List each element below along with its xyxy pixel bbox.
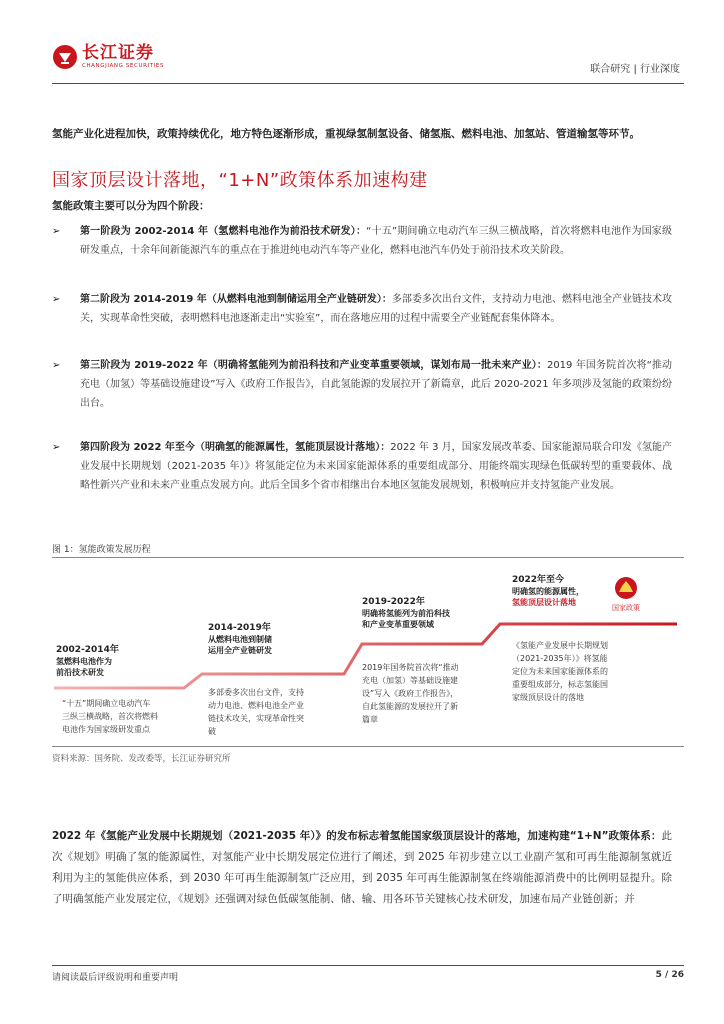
stage-item-3 [52, 356, 672, 413]
timeline-title-4b: 氢能顶层设计落地 [512, 598, 576, 607]
timeline-desc-2d: 破 [208, 727, 216, 736]
figure-source: 资料来源：国务院、发改委等，长江证券研究所 [52, 754, 231, 764]
national-emblem-icon [615, 577, 637, 599]
bullet-arrow-icon: ➢ [52, 226, 61, 237]
stage-label: 第三阶段为 2019-2022 年（明确将氢能列为前沿科技和产业变革重要领域，谋划布局一批未来产业）： [80, 360, 547, 371]
company-logo [52, 44, 164, 70]
timeline-period-1: 2002-2014年 [56, 645, 119, 655]
stage-text: “十五”期间确立电动汽车三纵三横战略，首次将燃料电池作为国家级研发重点，十余年间新能源汽车的重点在于推进纯电动汽车等产业化，燃料电池汽车仍处于前沿技术攻关阶段。 [80, 226, 672, 256]
timeline-desc-3e: 篇章 [362, 715, 378, 724]
timeline-title-2a: 从燃料电池到制储 [208, 635, 272, 644]
figure-caption: 图 1：氢能政策发展历程 [52, 545, 151, 555]
stage-label: 第一阶段为 2002-2014 年（氢燃料电池作为前沿技术研发）： [80, 226, 367, 237]
page-number: 5 / 26 [655, 970, 684, 980]
timeline-desc-4b: （2021-2035年）》将氢能 [512, 654, 608, 663]
timeline-desc-1c: 电池作为国家级研发重点 [62, 725, 150, 734]
header-divider [52, 83, 684, 84]
timeline-desc-3a: 2019年国务院首次将“推动 [362, 663, 459, 672]
timeline-title-3b: 和产业变革重要领域 [362, 620, 434, 629]
logo-chinese-name: 长江证券 [82, 43, 154, 63]
timeline-title-1a: 氢燃料电池作为 [56, 657, 112, 666]
timeline-desc-2b: 动力电池、燃料电池全产业 [208, 701, 304, 710]
timeline-desc-3c: 设”写入《政府工作报告》， [362, 689, 459, 698]
stage-item-2 [52, 290, 672, 328]
stage-text: 多部委多次出台文件，支持动力电池、燃料电池全产业链技术攻关，实现革命性突破，表明燃料电池逐渐走出“实验室”，而在落地应用的过程中需要全产业链配套集体降本。 [80, 294, 672, 324]
timeline-desc-4c: 定位为未来国家能源体系的 [512, 667, 608, 676]
timeline-desc-1a: “十五”期间确立电动汽车 [62, 699, 151, 708]
timeline-title-3a: 明确将氢能列为前沿科技 [362, 609, 450, 618]
timeline-desc-4a: 《氢能产业发展中长期规划 [512, 641, 608, 650]
stage-item-4 [52, 438, 672, 495]
stages-lead: 氢能政策主要可以分为四个阶段： [52, 200, 210, 212]
stage-text: 2022 年 3 月，国家发展改革委、国家能源局联合印发《氢能产业发展中长期规划（2021-2035 年）》将氢能定位为未来国家能源体系的重要组成部分、用能终端实现绿色低碳转型的重要载体、战略性新兴产业和未来产业重点发展方向。此后全国多个省市相继出台本地区氢能发展规划，积极响应并支持氢能产业发展。 [80, 442, 672, 491]
page-header [52, 40, 684, 84]
stage-label: 第四阶段为 2022 年至今（明确氢的能源属性，氢能顶层设计落地）： [80, 442, 391, 453]
national-policy-badge: 国家政策 [612, 604, 640, 612]
paragraph-text: 此次《规划》明确了氢的能源属性，对氢能产业中长期发展定位进行了阐述，到 2025 年初步建立以工业副产氢和可再生能源制氢就近利用为主的氢能供应体系，到 2030 年可再生能源制氢广泛应用，到 2035 年可再生能源制氢在终端能源消费中的比例明显提升。除了明确氢能产业发展定位，《规划》还强调对绿色低碳氢能制、储、输、用各环节关键核心技术研发，加速布局产业链创新；并 [52, 830, 672, 905]
timeline-desc-4d: 重要组成部分，标志氢能国 [512, 680, 608, 689]
figure-top-rule [52, 557, 684, 558]
stage-text: 2019 年国务院首次将“推动充电（加氢）等基础设施建设”写入《政府工作报告》，自此氢能源的发展拉开了新篇章，此后 2020-2021 年多项涉及氢能的政策纷纷出台。 [80, 360, 672, 409]
timeline-desc-1b: 三纵三横战略，首次将燃料 [62, 712, 158, 721]
timeline-period-3: 2019-2022年 [362, 597, 425, 607]
timeline-title-2b: 运用全产业链研发 [208, 646, 272, 655]
footer-divider [52, 965, 684, 966]
timeline-desc-3d: 自此氢能源的发展拉开了新 [362, 702, 458, 711]
timeline-title-4a: 明确氢的能源属性， [512, 587, 584, 596]
bullet-arrow-icon: ➢ [52, 442, 61, 453]
timeline-desc-3b: 充电（加氢）等基础设施建 [362, 676, 458, 685]
timeline-desc-2a: 多部委多次出台文件，支持 [208, 688, 304, 697]
timeline-period-2: 2014-2019年 [208, 623, 271, 633]
stage-item-1 [52, 222, 672, 260]
section-title: 国家顶层设计落地，“1+N”政策体系加速构建 [52, 170, 428, 191]
bullet-arrow-icon: ➢ [52, 294, 61, 305]
paragraph-label: 2022 年《氢能产业发展中长期规划（2021-2035 年）》的发布标志着氢能国家级顶层设计的落地，加速构建“1+N”政策体系： [52, 830, 662, 842]
timeline-title-1b: 前沿技术研发 [56, 668, 104, 677]
bullet-arrow-icon: ➢ [52, 360, 61, 371]
timeline-period-4: 2022年至今 [512, 575, 565, 585]
footer-disclaimer: 请阅读最后评级说明和重要声明 [52, 973, 179, 983]
logo-emblem-icon [52, 44, 78, 70]
body-paragraph [52, 826, 672, 910]
intro-summary: 氢能产业化进程加快，政策持续优化，地方特色逐渐形成，重视绿氢制氢设备、储氢瓶、燃料电池、加氢站、管道输氢等环节。 [52, 128, 640, 140]
timeline-desc-2c: 链技术攻关，实现革命性突 [208, 714, 304, 723]
report-category: 联合研究 | 行业深度 [590, 64, 680, 75]
figure-bottom-rule [52, 746, 684, 747]
policy-timeline-diagram [52, 560, 684, 740]
logo-english-name: CHANGJIANG SECURITIES [82, 63, 165, 69]
stage-label: 第二阶段为 2014-2019 年（从燃料电池到制储运用全产业链研发）： [80, 294, 392, 305]
timeline-desc-4e: 家级顶层设计的落地 [512, 693, 584, 702]
